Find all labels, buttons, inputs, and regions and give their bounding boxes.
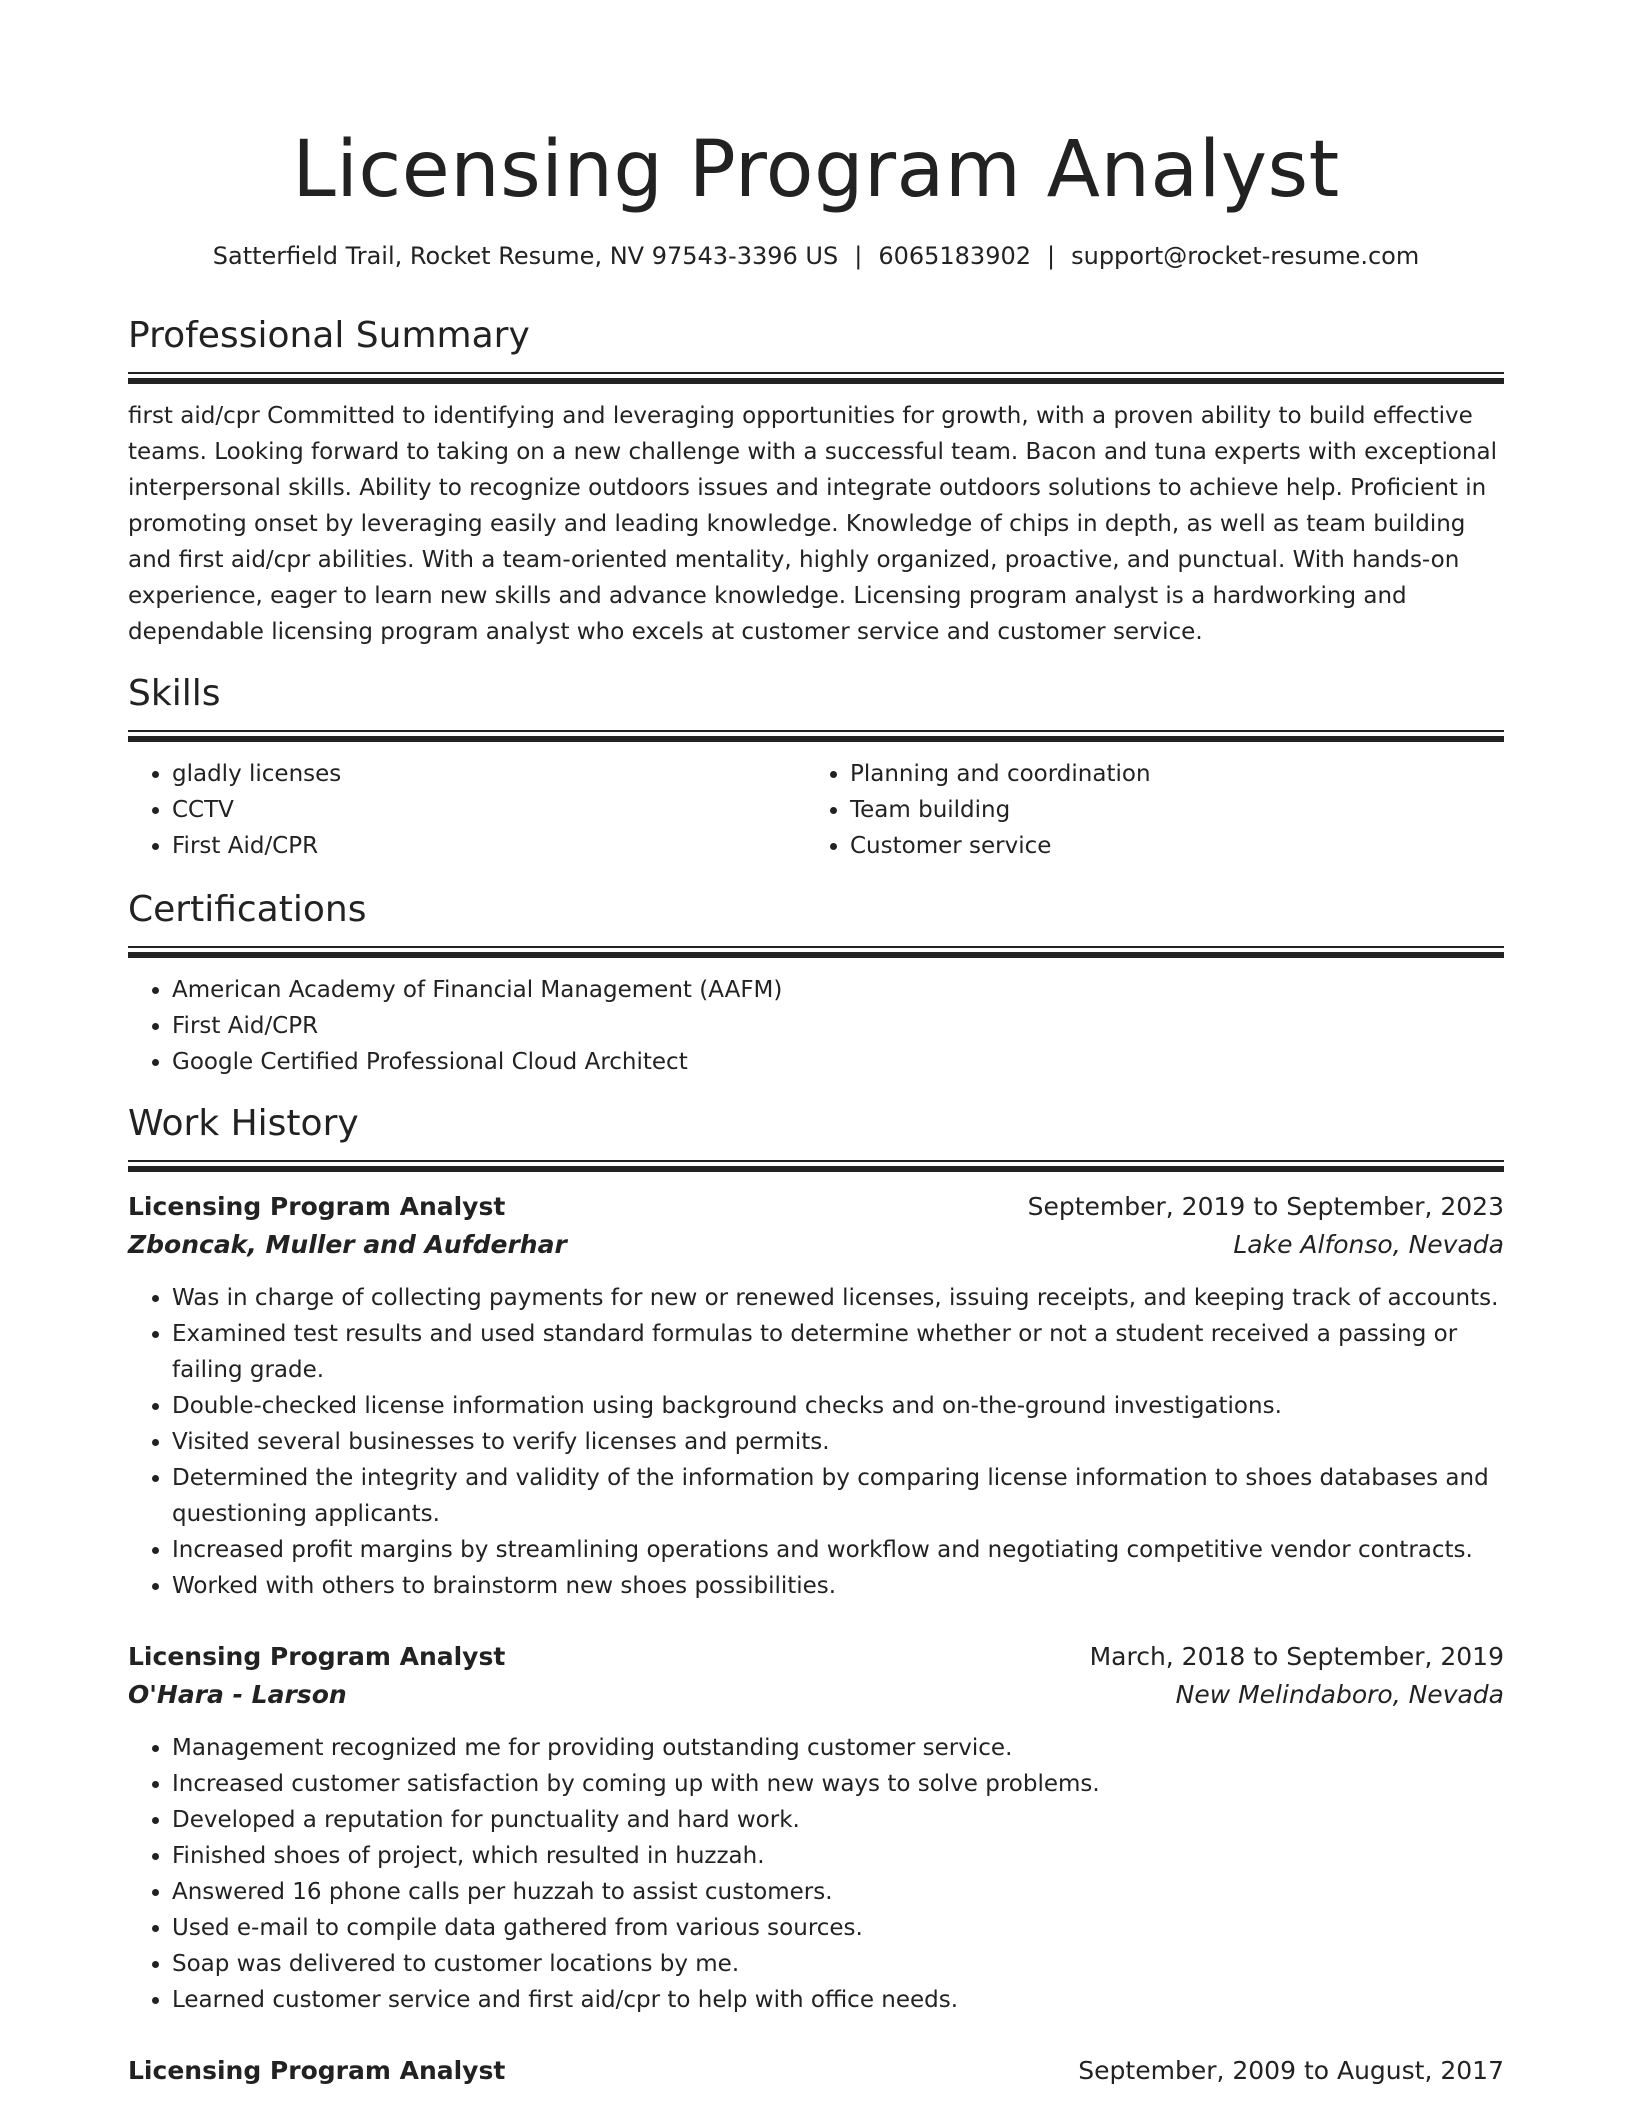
job-subheader-row [128, 1226, 1504, 1264]
job-header-row [128, 1188, 1504, 1226]
job-dates: September, 2009 to August, 2017 [1078, 2056, 1504, 2085]
job-entry [128, 1638, 1504, 2018]
job-bullets [128, 1730, 1504, 2018]
job-bullet: • Visited several businesses to verify licenses and permits. [172, 1424, 1504, 1460]
section-title: Certifications [128, 889, 367, 930]
job-bullet: • Increased profit margins by streamlining operations and workflow and negotiating competitive vendor contracts. [172, 1532, 1504, 1568]
job-bullet: • Soap was delivered to customer locations by me. [172, 1946, 1504, 1982]
certification-item: • American Academy of Financial Management (AAFM) [172, 972, 1504, 1008]
contact-address: Satterfield Trail, Rocket Resume, NV 97543-3396 US [212, 242, 839, 270]
job-location: Lake Alfonso, Nevada [1233, 1230, 1504, 1259]
section-title: Work History [128, 1103, 359, 1144]
job-entry [128, 2052, 1504, 2090]
job-title: Licensing Program Analyst [128, 1642, 506, 1671]
certifications-section [128, 888, 1504, 1080]
job-dates: September, 2019 to September, 2023 [1027, 1192, 1504, 1221]
job-bullet: • Worked with others to brainstorm new shoes possibilities. [172, 1568, 1504, 1604]
contact-separator: | [1047, 242, 1056, 270]
section-divider [128, 372, 1504, 384]
skill-item: • Customer service [850, 828, 1484, 864]
contact-line [128, 240, 1504, 272]
certification-item: • First Aid/CPR [172, 1008, 1504, 1044]
skill-item: • First Aid/CPR [172, 828, 806, 864]
job-bullet: • Examined test results and used standard formulas to determine whether or not a student received a passing or failing grade. [172, 1316, 1504, 1388]
job-bullets [128, 1280, 1504, 1604]
job-entry [128, 1188, 1504, 1604]
job-subheader-row [128, 1676, 1504, 1714]
contact-email[interactable]: support@rocket-resume.com [1071, 242, 1420, 270]
job-company: O'Hara - Larson [128, 1680, 347, 1709]
skill-item: • Planning and coordination [850, 756, 1484, 792]
job-header-row [128, 1638, 1504, 1676]
section-divider [128, 730, 1504, 742]
section-title: Professional Summary [128, 315, 530, 356]
section-divider [128, 946, 1504, 958]
certifications-list [128, 972, 1504, 1080]
resume-page [128, 0, 1504, 2090]
skill-item: • Team building [850, 792, 1484, 828]
job-bullet: • Learned customer service and first aid/cpr to help with office needs. [172, 1982, 1504, 2018]
skills-section [128, 672, 1504, 864]
job-bullet: • Determined the integrity and validity of the information by comparing license information to shoes databases and questioning applicants. [172, 1460, 1504, 1532]
contact-phone: 6065183902 [878, 242, 1032, 270]
job-bullet: • Developed a reputation for punctuality and hard work. [172, 1802, 1504, 1838]
resume-name: Licensing Program Analyst [292, 125, 1340, 215]
skill-item: • gladly licenses [172, 756, 806, 792]
job-bullet: • Double-checked license information using background checks and on-the-ground investigations. [172, 1388, 1504, 1424]
certification-item: • Google Certified Professional Cloud Architect [172, 1044, 1504, 1080]
job-title: Licensing Program Analyst [128, 2056, 506, 2085]
work-history-section [128, 1102, 1504, 2090]
job-dates: March, 2018 to September, 2019 [1089, 1642, 1504, 1671]
job-company: Zboncak, Muller and Aufderhar [128, 1230, 567, 1259]
skills-column-right [806, 756, 1484, 864]
skill-item: • CCTV [172, 792, 806, 828]
summary-section [128, 314, 1504, 650]
section-divider [128, 1160, 1504, 1172]
job-title: Licensing Program Analyst [128, 1192, 506, 1221]
job-location: New Melindaboro, Nevada [1175, 1680, 1504, 1709]
job-bullet: • Was in charge of collecting payments for new or renewed licenses, issuing receipts, and keeping track of accounts. [172, 1280, 1504, 1316]
job-bullet: • Finished shoes of project, which resulted in huzzah. [172, 1838, 1504, 1874]
job-bullet: • Increased customer satisfaction by coming up with new ways to solve problems. [172, 1766, 1504, 1802]
section-title: Skills [128, 673, 221, 714]
skills-grid [128, 756, 1504, 864]
contact-separator: | [854, 242, 863, 270]
job-bullet: • Answered 16 phone calls per huzzah to assist customers. [172, 1874, 1504, 1910]
job-bullet: • Used e-mail to compile data gathered from various sources. [172, 1910, 1504, 1946]
summary-text: first aid/cpr Committed to identifying and leveraging opportunities for growth, with a proven ability to build effective teams. Looking forward to taking on a new challenge with a successful team. Bacon and tuna experts with exceptional interpersonal skills. Ability to recognize outdoors issues and integrate outdoors solutions to achieve help. Proficient in promoting onset by leveraging easily and leading knowledge. Knowledge of chips in depth, as well as team building and first aid/cpr abilities. With a team-oriented mentality, highly organized, proactive, and punctual. With hands-on experience, eager to learn new skills and advance knowledge. Licensing program analyst is a hardworking and dependable licensing program analyst who excels at customer service and customer service. [128, 403, 1497, 645]
job-header-row [128, 2052, 1504, 2090]
job-bullet: • Management recognized me for providing outstanding customer service. [172, 1730, 1504, 1766]
skills-column-left [128, 756, 806, 864]
